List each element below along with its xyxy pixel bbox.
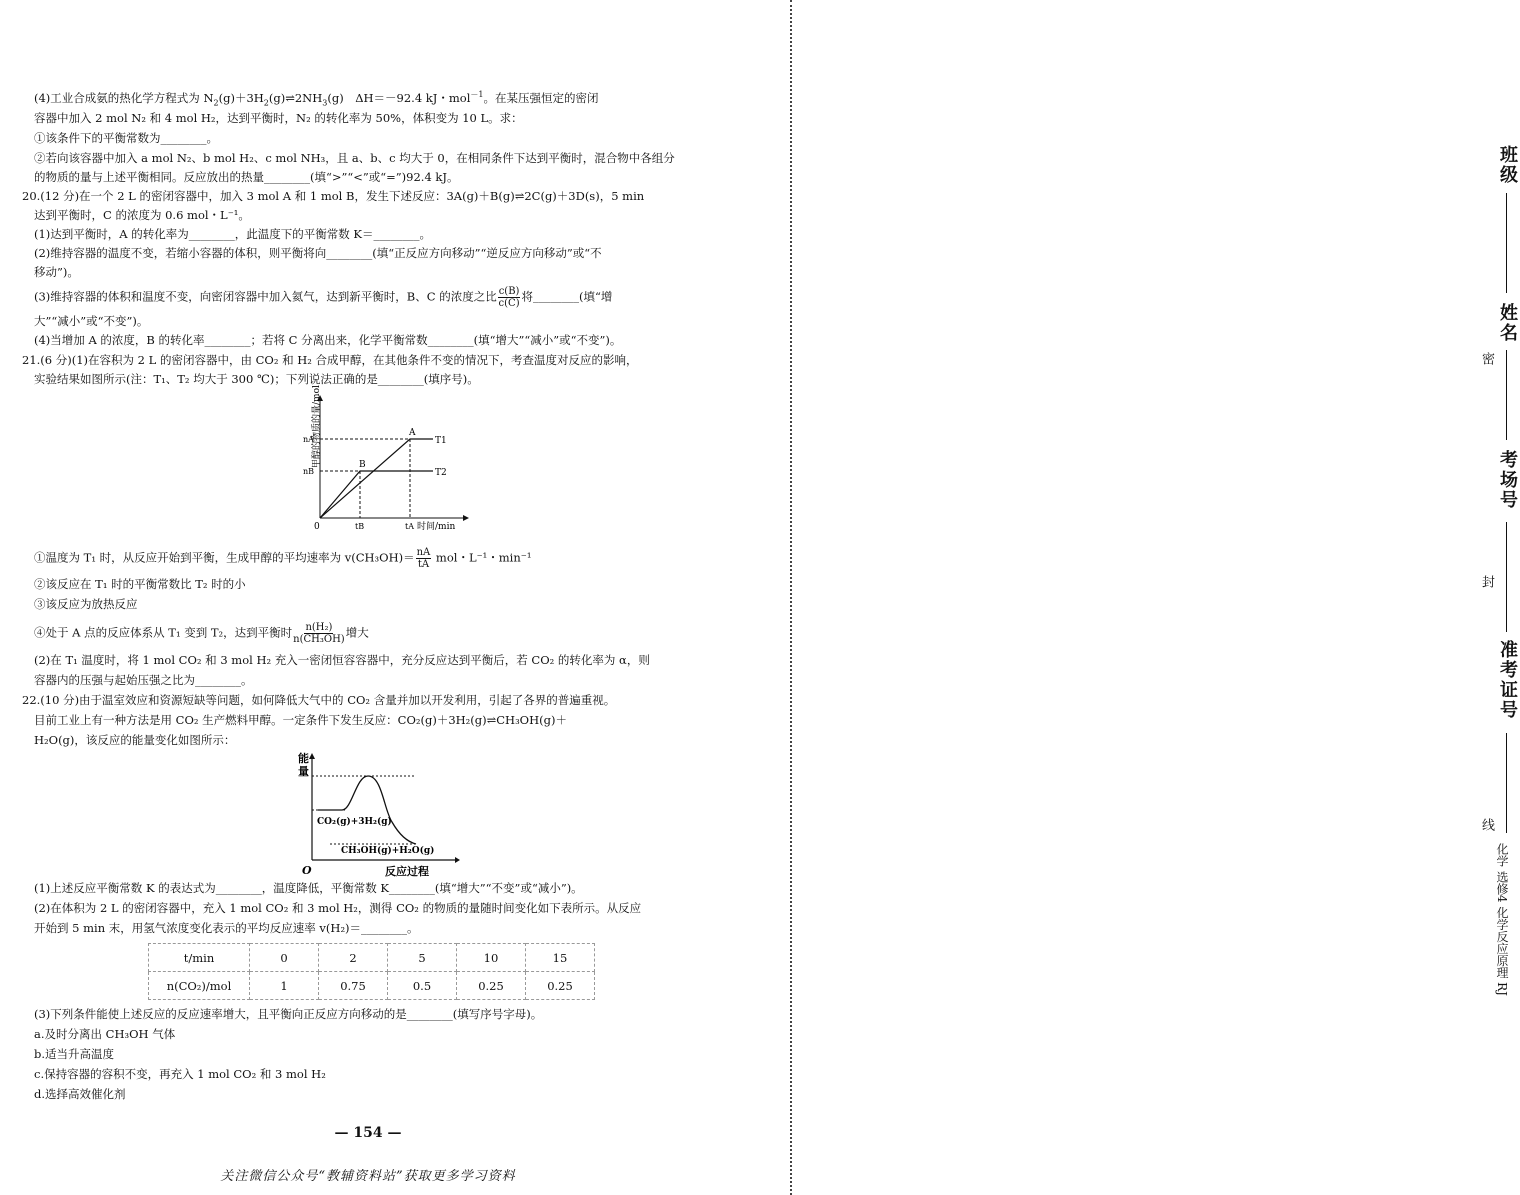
q19-sub2-line2: 的物质的量与上述平衡相同。反应放出的热量________(填“>”“<”或“=”)92.4 kJ。	[34, 170, 459, 184]
seal-mi: 密	[1479, 352, 1494, 365]
q22-part2-line2: 开始到 5 min 末，用氢气浓度变化表示的平均反应速率 v(H₂)＝________。	[34, 921, 419, 935]
q22-stem-line2: 目前工业上有一种方法是用 CO₂ 生产燃料甲醇。一定条件下发生反应：CO₂(g)＋3H₂(g)⇌CH₃OH(g)＋	[34, 713, 567, 727]
q22-part1: (1)上述反应平衡常数 K 的表达式为________，温度降低，平衡常数 K________(填“增大”“不变”或“减小”)。	[34, 881, 583, 895]
footer-note: 关注微信公众号“教辅资料站”获取更多学习资料	[220, 1169, 516, 1184]
nA-label: nA	[303, 435, 314, 444]
x-axis-label: 时间/min	[417, 522, 456, 532]
product-label: CH₃OH(g)+H₂O(g)	[341, 846, 435, 856]
cut-line	[790, 0, 792, 1195]
q21-stem-line1: 21.(6 分)(1)在容积为 2 L 的密闭容器中，由 CO₂ 和 H₂ 合成甲醇，在其他条件不变的情况下，考查温度对反应的影响，	[22, 353, 638, 367]
point-A-label: A	[409, 428, 416, 438]
q21-option4: ④处于 A 点的反应体系从 T₁ 变到 T₂，达到平衡时 $\frac{\text{n(H₂)}}{\text{n(CH₃OH)}}$ 增大	[34, 622, 369, 645]
T1-curve	[320, 439, 433, 518]
y-axis-arrow	[309, 753, 315, 759]
hydrogen-methanol-fraction: $\frac{\text{n(H₂)}}{\text{n(CH₃OH)}}$	[293, 622, 345, 645]
q19-part4-line1: (4)工业合成氨的热化学方程式为 $N_2(g)+3H_2(g)\rightleftharpoons 2NH_3(g)$ ΔH＝－92.4 kJ・mol$^{-1}$。在某压强恒定的密闭	[34, 90, 599, 108]
q22-option-c: c.保持容器的容积不变，再充入 1 mol CO₂ 和 3 mol H₂	[34, 1067, 326, 1081]
ticket-blank	[1506, 733, 1507, 833]
q20-part2-line2: 移动”)。	[34, 265, 79, 279]
name-blank	[1506, 350, 1507, 440]
course-label: 化学 选修4 化学反应原理 RJ	[1495, 843, 1509, 996]
exam-page	[0, 0, 736, 1195]
q21-option2: ②该反应在 T₁ 时的平衡常数比 T₂ 时的小	[34, 577, 246, 591]
reactant-label: CO₂(g)+3H₂(g)	[317, 817, 392, 827]
T1-label: T1	[435, 436, 447, 446]
q19-part4-line2: 容器中加入 2 mol N₂ 和 4 mol H₂，达到平衡时，N₂ 的转化率为 50%，体积变为 10 L。求：	[34, 111, 523, 125]
class-label: 班级	[1497, 145, 1518, 185]
point-B-label: B	[359, 460, 366, 470]
q20-part3-line2: 大”“减小”或“不变”)。	[34, 314, 149, 328]
origin-label: 0	[314, 522, 320, 532]
q22-option-b: b.适当升高温度	[34, 1047, 115, 1061]
origin-label: O	[302, 864, 312, 877]
x-axis-label: 反应过程	[385, 865, 429, 878]
table-row: n(CO₂)/mol 1 0.75 0.5 0.25 0.25	[149, 972, 595, 1000]
q21-option3: ③该反应为放热反应	[34, 597, 138, 611]
q19-sub1: ①该条件下的平衡常数为________。	[34, 131, 218, 145]
T2-label: T2	[435, 468, 447, 478]
q20-part4: (4)当增加 A 的浓度，B 的转化率________；若将 C 分离出来，化学平衡常数________(填“增大”“减小”或“不变”)。	[34, 333, 622, 347]
q21-part2-line1: (2)在 T₁ 温度时，将 1 mol CO₂ 和 3 mol H₂ 充入一密闭恒容容器中，充分反应达到平衡后，若 CO₂ 的转化率为 α，则	[34, 653, 650, 667]
q19-sub2-line1: ②若向该容器中加入 a mol N₂、b mol H₂、c mol NH₃，且 a、b、c 均大于 0，在相同条件下达到平衡时，混合物中各组分	[34, 151, 675, 165]
q21-part2-line2: 容器内的压强与起始压强之比为________。	[34, 673, 253, 687]
y-axis-label: 甲醇的物质的量/mol	[312, 385, 322, 468]
table-header-row: t/min 0 2 5 10 15	[149, 944, 595, 972]
q22-option-d: d.选择高效催化剂	[34, 1087, 126, 1101]
energy-diagram	[290, 750, 460, 878]
q22-part2-line1: (2)在体积为 2 L 的密闭容器中，充入 1 mol CO₂ 和 3 mol H₂，测得 CO₂ 的物质的量随时间变化如下表所示。从反应	[34, 901, 642, 915]
class-blank	[1506, 193, 1507, 293]
co2-time-table	[148, 943, 595, 1000]
ticket-label: 准考证号	[1497, 640, 1518, 720]
q21-option1: ①温度为 T₁ 时，从反应开始到平衡，生成甲醇的平均速率为 v(CH₃OH)＝ $\frac{nA}{tA}$ mol・L⁻¹・min⁻¹	[34, 547, 532, 570]
x-axis-arrow	[463, 515, 469, 521]
q20-part1: (1)达到平衡时，A 的转化率为________，此温度下的平衡常数 K＝________。	[34, 227, 431, 241]
tB-label: tB	[355, 522, 365, 531]
rate-fraction: $\frac{nA}{tA}$	[416, 547, 431, 570]
q22-stem-line1: 22.(10 分)由于温室效应和资源短缺等问题，如何降低大气中的 CO₂ 含量并加以开发利用，引起了各界的普遍重视。	[22, 693, 616, 707]
tA-label: tA	[405, 522, 414, 531]
q20-stem-line1: 20.(12 分)在一个 2 L 的密闭容器中，加入 3 mol A 和 1 mol B，发生下述反应：3A(g)＋B(g)⇌2C(g)＋3D(s)，5 min	[22, 189, 645, 203]
y-axis-label-1: 能	[298, 752, 309, 765]
q22-stem-line3: H₂O(g)，该反应的能量变化如图所示：	[34, 733, 236, 747]
room-blank	[1506, 522, 1507, 632]
y-axis-label-2: 量	[298, 765, 309, 778]
seal-feng: 封	[1479, 575, 1494, 588]
page-number: — 154 —	[334, 1125, 402, 1141]
x-axis-arrow	[455, 857, 460, 863]
q22-option-a: a.及时分离出 CH₃OH 气体	[34, 1027, 176, 1041]
q20-stem-line2: 达到平衡时，C 的浓度为 0.6 mol・L⁻¹。	[34, 208, 250, 222]
nB-label: nB	[303, 467, 315, 476]
T2-curve	[320, 471, 433, 518]
methanol-graph	[285, 385, 470, 532]
q20-part3-line1: (3)维持容器的体积和温度不变，向密闭容器中加入氦气，达到新平衡时，B、C 的浓度之比 $\frac{c(B)}{c(C)}$ 将________(填“增	[34, 286, 613, 309]
seal-xian: 线	[1479, 818, 1494, 831]
energy-curve	[318, 776, 416, 844]
q20-part2-line1: (2)维持容器的温度不变，若缩小容器的体积，则平衡将向________(填“正反应方向移动”“逆反应方向移动”或“不	[34, 246, 602, 260]
ratio-fraction: $\frac{c(B)}{c(C)}$	[498, 286, 520, 309]
q22-part3: (3)下列条件能使上述反应的反应速率增大，且平衡向正反应方向移动的是________(填写序号字母)。	[34, 1007, 543, 1021]
q21-stem-line2: 实验结果如图所示(注：T₁、T₂ 均大于 300 ℃)；下列说法正确的是________(填序号)。	[34, 372, 479, 386]
name-label: 姓名	[1497, 303, 1518, 343]
room-label: 考场号	[1497, 450, 1518, 510]
